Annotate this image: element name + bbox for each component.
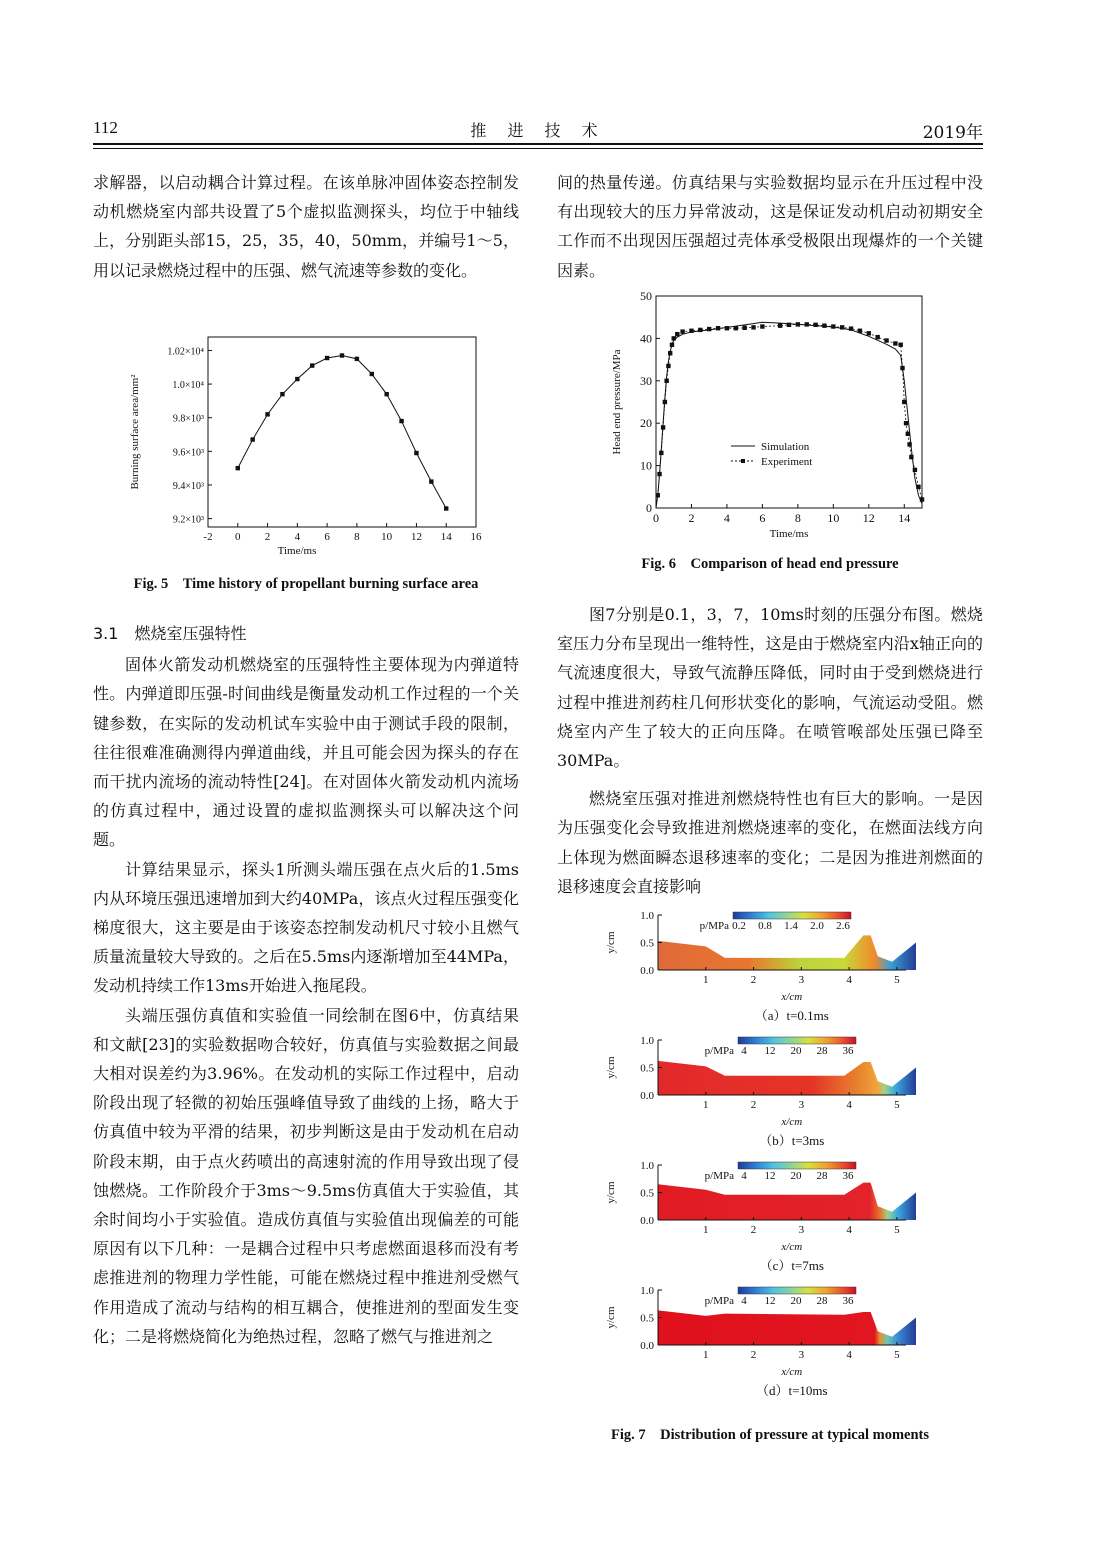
y-tick-label: 9.2×10³ bbox=[172, 514, 204, 526]
y-axis-label: y/cm bbox=[605, 931, 617, 954]
pressure-field bbox=[658, 935, 916, 970]
experiment-point bbox=[796, 322, 800, 326]
data-point bbox=[444, 506, 448, 510]
y-tick-label: 0.0 bbox=[640, 965, 654, 977]
running-header bbox=[93, 112, 983, 144]
x-tick-label: 4 bbox=[723, 511, 730, 525]
x-tick-label: 8 bbox=[354, 531, 360, 543]
x-tick-label: 2 bbox=[750, 1224, 757, 1236]
x-axis-label: x/cm bbox=[781, 991, 803, 1003]
data-point bbox=[310, 363, 314, 367]
colorbar-tick-label: 28 bbox=[816, 1295, 828, 1307]
colorbar-label: p/MPa bbox=[704, 1170, 734, 1182]
y-tick-label: 9.6×10³ bbox=[172, 447, 204, 459]
colorbar-tick-label: 36 bbox=[842, 1045, 854, 1057]
experiment-point bbox=[760, 324, 764, 328]
experiment-line bbox=[658, 324, 922, 499]
x-tick-label: 4 bbox=[846, 1349, 852, 1361]
y-tick-label: 30 bbox=[640, 373, 652, 388]
paragraph: 计算结果显示，探头1所测头端压强在点火后的1.5ms内从环境压强迅速增加到大约40MPa，该点火过程压强变化梯度很大，这主要是由于该姿态控制发动机尺寸较小且燃气质量流量较大导致的。之后在5.5ms内逐渐增加至44MPa，发动机持续工作13ms开始进入拖尾段。 bbox=[93, 859, 519, 996]
y-tick-label: 1.0 bbox=[640, 910, 654, 922]
x-tick-label: 4 bbox=[294, 531, 301, 543]
experiment-point bbox=[672, 336, 676, 340]
pressure-field bbox=[658, 1061, 916, 1095]
colorbar-tick-label: 36 bbox=[842, 1295, 854, 1307]
y-axis-label: y/cm bbox=[605, 1056, 617, 1079]
experiment-point bbox=[909, 455, 913, 459]
colorbar-tick-label: 4 bbox=[741, 1045, 747, 1057]
contour-panel bbox=[605, 1160, 916, 1273]
x-tick-label: 3 bbox=[798, 1224, 805, 1236]
contour-panel bbox=[605, 1035, 916, 1148]
y-tick-label: 0 bbox=[646, 501, 652, 515]
experiment-point bbox=[900, 366, 904, 370]
experiment-point bbox=[787, 323, 791, 327]
y-tick-label: 1.0 bbox=[640, 1035, 654, 1047]
x-tick-label: 3 bbox=[798, 974, 805, 986]
panel-label: （a）t=0.1ms bbox=[754, 1008, 829, 1023]
x-axis-label: Time/ms bbox=[277, 545, 317, 557]
pressure-field bbox=[658, 1310, 916, 1345]
x-tick-label: 2 bbox=[750, 1099, 757, 1111]
experiment-point bbox=[899, 343, 903, 347]
figure-5-chart bbox=[120, 325, 500, 570]
colorbar-tick-label: 4 bbox=[741, 1295, 747, 1307]
year: 2019年 bbox=[922, 123, 983, 143]
experiment-point bbox=[668, 351, 672, 355]
experiment-point bbox=[657, 472, 661, 476]
x-tick-label: 1 bbox=[703, 1099, 709, 1111]
x-tick-label: 0 bbox=[653, 511, 659, 525]
y-tick-label: 0.0 bbox=[640, 1090, 654, 1102]
left-column-top bbox=[93, 168, 519, 285]
page-number: 112 bbox=[93, 118, 118, 137]
x-tick-label: 12 bbox=[862, 511, 875, 525]
x-axis-label: x/cm bbox=[781, 1116, 803, 1128]
journal-title: 推 进 技 术 bbox=[470, 121, 606, 140]
colorbar-tick-label: 2.0 bbox=[810, 920, 824, 932]
colorbar-tick-label: 20 bbox=[790, 1295, 802, 1307]
colorbar-label: p/MPa bbox=[699, 920, 729, 932]
experiment-point bbox=[698, 328, 702, 332]
experiment-point bbox=[884, 338, 888, 342]
data-point bbox=[399, 419, 403, 423]
experiment-point bbox=[913, 468, 917, 472]
y-tick-label: 0.5 bbox=[640, 937, 654, 950]
series-line bbox=[238, 355, 446, 508]
colorbar-tick-label: 0.8 bbox=[758, 920, 772, 932]
paragraph: 间的热量传递。仿真结果与实验数据均显示在升压过程中没有出现较大的压力异常波动，这是保证发动机启动初期安全工作而不出现因压强超过壳体承受极限出现爆炸的一个关键因素。 bbox=[557, 173, 983, 280]
x-tick-label: 5 bbox=[894, 1349, 900, 1361]
experiment-point bbox=[849, 326, 853, 330]
colorbar-tick-label: 36 bbox=[842, 1170, 854, 1182]
experiment-point bbox=[716, 326, 720, 330]
legend-experiment-label: Experiment bbox=[761, 456, 813, 468]
experiment-point bbox=[840, 325, 844, 329]
y-tick-label: 1.0×10⁴ bbox=[172, 380, 204, 392]
paragraph: 图7分别是0.1，3，7，10ms时刻的压强分布图。燃烧室压力分布呈现出一维特性，这是由于燃烧室内沿x轴正向的气流速度很大，导致气流静压降低，同时由于受到燃烧进行过程中推进剂药柱几何形状变化的影响，气流运动受阻。燃烧室内产生了较大的正向压降。在喷管喉部处压强已降至30MPa。 bbox=[557, 605, 983, 771]
x-axis-label: Time/ms bbox=[769, 528, 809, 540]
experiment-point bbox=[858, 329, 862, 333]
experiment-point bbox=[920, 497, 924, 501]
contour-panel bbox=[605, 910, 916, 1023]
left-column-body bbox=[93, 619, 519, 1351]
y-tick-label: 1.02×10⁴ bbox=[167, 346, 204, 358]
figure-7-contours bbox=[600, 905, 940, 1417]
experiment-point bbox=[902, 400, 906, 404]
y-tick-label: 0.0 bbox=[640, 1215, 654, 1227]
x-tick-label: 0 bbox=[235, 531, 241, 543]
experiment-point bbox=[680, 329, 684, 333]
x-axis-label: x/cm bbox=[781, 1241, 803, 1253]
y-tick-label: 40 bbox=[640, 331, 652, 346]
data-point bbox=[370, 372, 374, 376]
colorbar bbox=[738, 1162, 856, 1169]
y-tick-label: 0.5 bbox=[640, 1062, 654, 1075]
x-tick-label: 2 bbox=[750, 974, 757, 986]
colorbar-tick-label: 28 bbox=[816, 1170, 828, 1182]
paragraph: 固体火箭发动机燃烧室的压强特性主要体现为内弹道特性。内弹道即压强-时间曲线是衡量发动机工作过程的一个关键参数，在实际的发动机试车实验中由于测试手段的限制，往往很难准确测得内弹道曲线，并且可能会因为探头的存在而干扰内流场的流动特性[24]。在对固体火箭发动机内流场的仿真过程中，通过设置的虚拟监测探头可以解决这个问题。 bbox=[93, 655, 519, 850]
y-tick-label: 0.0 bbox=[640, 1340, 654, 1352]
x-tick-label: 2 bbox=[264, 531, 271, 543]
experiment-point bbox=[689, 329, 693, 333]
experiment-point bbox=[907, 442, 911, 446]
data-point bbox=[236, 466, 240, 470]
x-tick-label: 1 bbox=[703, 1349, 709, 1361]
experiment-point bbox=[670, 343, 674, 347]
colorbar-tick-label: 20 bbox=[790, 1045, 802, 1057]
data-point bbox=[295, 377, 299, 381]
paragraph: 头端压强仿真值和实验值一同绘制在图6中，仿真结果和文献[23]的实验数据吻合较好，仿真值与实验数据之间最大相对误差约为3.96%。在发动机的实际工作过程中，启动阶段出现了轻微的初始压强峰值导致了曲线的上扬，略大于仿真值中较为平滑的结果，初步判断这是由于发动机在启动阶段末期，由于点火药喷出的高速射流的作用导致出现了侵蚀燃烧。工作阶段介于3ms～9.5ms仿真值大于实验值，其余时间均小于实验值。造成仿真值与实验值出现偏差的可能原因有以下几种：一是耦合过程中只考虑燃面退移而没有考虑推进剂的物理力学性能，可能在燃烧过程中推进剂受燃气作用造成了流动与结构的相互耦合，使推进剂的型面发生变化；二是将燃烧简化为绝热过程，忽略了燃气与推进剂之 bbox=[93, 1005, 519, 1346]
y-tick-label: 0.5 bbox=[640, 1312, 654, 1325]
plot-frame bbox=[208, 337, 476, 527]
x-tick-label: -2 bbox=[203, 531, 213, 543]
experiment-point bbox=[666, 364, 670, 368]
colorbar-label: p/MPa bbox=[704, 1295, 734, 1307]
data-point bbox=[340, 353, 344, 357]
data-point bbox=[429, 479, 433, 483]
y-axis-label: Burning surface area/mm² bbox=[129, 374, 141, 490]
colorbar bbox=[733, 912, 851, 919]
colorbar-tick-label: 1.4 bbox=[784, 920, 798, 932]
header-rule-thin bbox=[93, 148, 983, 149]
experiment-point bbox=[664, 379, 668, 383]
experiment-point bbox=[663, 400, 667, 404]
data-point bbox=[325, 356, 329, 360]
experiment-point bbox=[893, 341, 897, 345]
x-tick-label: 6 bbox=[324, 531, 330, 543]
x-tick-label: 12 bbox=[410, 531, 422, 543]
x-tick-label: 8 bbox=[794, 511, 801, 525]
y-axis-label: Head end pressure/MPa bbox=[611, 349, 623, 455]
x-tick-label: 3 bbox=[798, 1099, 805, 1111]
plot-frame bbox=[656, 296, 922, 508]
x-tick-label: 10 bbox=[381, 531, 393, 543]
experiment-point bbox=[831, 324, 835, 328]
experiment-point bbox=[813, 323, 817, 327]
experiment-point bbox=[916, 485, 920, 489]
colorbar-tick-label: 12 bbox=[764, 1045, 776, 1057]
panel-label: （c）t=7ms bbox=[759, 1258, 824, 1273]
y-tick-label: 10 bbox=[640, 458, 652, 473]
simulation-line bbox=[656, 322, 922, 508]
paragraph: 求解器，以启动耦合计算过程。在该单脉冲固体姿态控制发动机燃烧室内部共设置了5个虚拟监测探头，均位于中轴线上，分别距头部15，25，35，40，50mm，并编号1～5，用以记录燃烧过程中的压强、燃气流速等参数的变化。 bbox=[93, 173, 519, 280]
experiment-point bbox=[751, 325, 755, 329]
experiment-point bbox=[742, 326, 746, 330]
data-point bbox=[265, 412, 269, 416]
panel-label: （b）t=3ms bbox=[759, 1133, 825, 1148]
colorbar-tick-label: 2.6 bbox=[836, 920, 850, 932]
y-tick-label: 1.0 bbox=[640, 1285, 654, 1297]
x-tick-label: 1 bbox=[703, 1224, 709, 1236]
x-tick-label: 5 bbox=[894, 974, 900, 986]
experiment-point bbox=[822, 323, 826, 327]
y-tick-label: 1.0 bbox=[640, 1160, 654, 1172]
legend-simulation-label: Simulation bbox=[761, 441, 810, 453]
experiment-point bbox=[725, 326, 729, 330]
x-tick-label: 1 bbox=[703, 974, 709, 986]
experiment-point bbox=[734, 326, 738, 330]
figure-6-caption: Fig. 6 Comparison of head end pressure bbox=[641, 556, 899, 572]
y-axis-label: y/cm bbox=[605, 1181, 617, 1204]
x-tick-label: 5 bbox=[894, 1224, 900, 1236]
right-column-top bbox=[557, 168, 983, 285]
experiment-point bbox=[675, 332, 679, 336]
data-point bbox=[280, 392, 284, 396]
colorbar-tick-label: 28 bbox=[816, 1045, 828, 1057]
data-point bbox=[384, 392, 388, 396]
x-tick-label: 5 bbox=[894, 1099, 900, 1111]
figure-5-caption: Fig. 5 Time history of propellant burning surface area bbox=[133, 576, 479, 592]
data-point bbox=[414, 451, 418, 455]
x-tick-label: 14 bbox=[898, 511, 911, 525]
y-axis-label: y/cm bbox=[605, 1306, 617, 1329]
experiment-point bbox=[906, 432, 910, 436]
y-tick-label: 50 bbox=[640, 289, 652, 303]
x-tick-label: 3 bbox=[798, 1349, 805, 1361]
experiment-point bbox=[875, 335, 879, 339]
header-rule bbox=[93, 143, 983, 145]
colorbar-tick-label: 12 bbox=[764, 1170, 776, 1182]
colorbar bbox=[738, 1287, 856, 1294]
x-tick-label: 2 bbox=[688, 511, 695, 525]
x-tick-label: 2 bbox=[750, 1349, 757, 1361]
x-tick-label: 10 bbox=[827, 511, 840, 525]
experiment-point bbox=[904, 421, 908, 425]
x-axis-label: x/cm bbox=[781, 1366, 803, 1378]
x-tick-label: 16 bbox=[470, 531, 482, 543]
experiment-point bbox=[867, 331, 871, 335]
x-tick-label: 14 bbox=[440, 531, 452, 543]
pressure-field bbox=[658, 1183, 916, 1220]
contour-panel bbox=[605, 1285, 916, 1398]
colorbar-label: p/MPa bbox=[704, 1045, 734, 1057]
colorbar-tick-label: 0.2 bbox=[732, 920, 746, 932]
section-title: 3.1 燃烧室压强特性 bbox=[93, 624, 247, 643]
x-tick-label: 4 bbox=[846, 974, 852, 986]
experiment-point bbox=[778, 323, 782, 327]
y-tick-label: 9.4×10³ bbox=[172, 480, 204, 492]
figure-7-caption: Fig. 7 Distribution of pressure at typical moments bbox=[610, 1427, 930, 1443]
experiment-point bbox=[656, 493, 660, 497]
colorbar-tick-label: 12 bbox=[764, 1295, 776, 1307]
data-point bbox=[250, 437, 254, 441]
panel-label: （d）t=10ms bbox=[755, 1383, 828, 1398]
right-column-body bbox=[557, 600, 983, 901]
x-tick-label: 6 bbox=[759, 511, 766, 525]
paragraph: 燃烧室压强对推进剂燃烧特性也有巨大的影响。一是因为压强变化会导致推进剂燃烧速率的变化，在燃面法线方向上体现为燃面瞬态退移速率的变化；二是因为推进剂燃面的退移速度会直接影响 bbox=[557, 789, 983, 896]
experiment-point bbox=[707, 327, 711, 331]
y-tick-label: 9.8×10³ bbox=[172, 413, 204, 425]
data-point bbox=[355, 357, 359, 361]
experiment-point bbox=[659, 451, 663, 455]
colorbar-tick-label: 20 bbox=[790, 1170, 802, 1182]
colorbar-tick-label: 4 bbox=[741, 1170, 747, 1182]
experiment-point bbox=[661, 425, 665, 429]
x-tick-label: 4 bbox=[846, 1099, 852, 1111]
legend-experiment-marker bbox=[741, 459, 745, 463]
x-tick-label: 4 bbox=[846, 1224, 852, 1236]
experiment-point bbox=[805, 322, 809, 326]
colorbar bbox=[738, 1037, 856, 1044]
figure-6-chart bbox=[600, 288, 930, 544]
y-tick-label: 0.5 bbox=[640, 1187, 654, 1200]
y-tick-label: 20 bbox=[640, 416, 652, 431]
